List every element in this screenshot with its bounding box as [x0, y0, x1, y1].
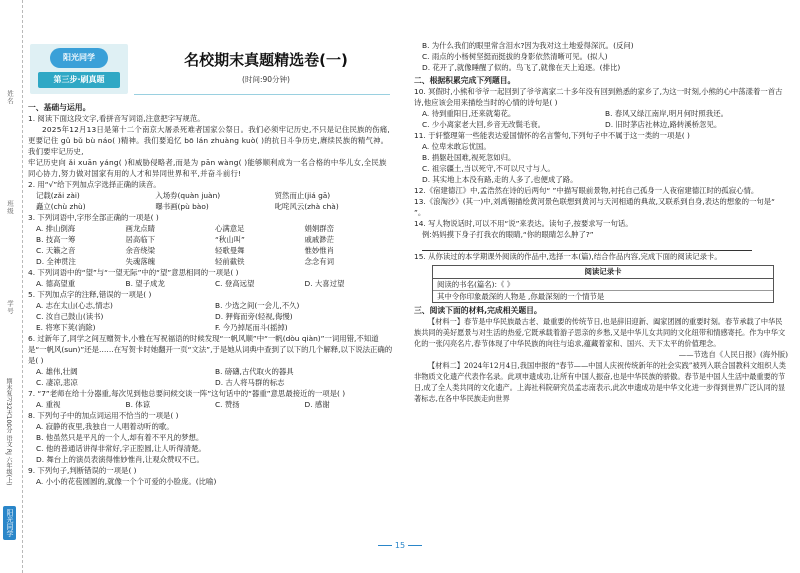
- series-label: 期末复习32天100分 语文 RJ 六年级(上): [5, 378, 12, 486]
- option: C. 天籁之音: [36, 246, 76, 255]
- blank-line: [422, 241, 752, 251]
- question-8: 8. 下列句子中的加点词运用不恰当的一项是( ): [28, 411, 179, 420]
- question-3-options: [28, 223, 394, 267]
- section-heading: 二、根据积累完成下列题目。: [414, 76, 516, 85]
- option: 入场券(quàn juàn): [155, 191, 221, 200]
- left-column: [28, 100, 394, 487]
- option: 失魂落魄: [125, 257, 156, 266]
- question-12: 12.《宿建德江》中,孟浩然在诗的后两句“ ”中描写眼前景物,衬托自己孤身一人夜宿建德江时的孤寂心情。: [414, 186, 759, 195]
- question-6: 6. 过新年了,同学之间互赠贺卡,小雅在写祝福语的时候发现“一帆风顺”中“一帆(dòu qiàn)”一词用错,不知道是“一帆风(sun)”还是……在写贺卡时她翻开一页“文法”,于是她从词典中查到了以下的几个解释,以下说法正确的是( ): [28, 334, 393, 365]
- option: 曝书画(pù bào): [155, 202, 209, 211]
- option: B. 少选之间(一会儿,不久): [215, 301, 300, 310]
- option: C. 他的普通话讲得非常好,字正腔圆,让人听得清楚。: [36, 444, 206, 453]
- option: A. 寂静的夜里,我独自一人唱着动听的歌。: [36, 422, 174, 431]
- brand-logo: 阳光同学: [50, 48, 108, 68]
- option: D. 古人将马群的标志: [215, 378, 285, 387]
- option: “秋山叫”: [215, 235, 245, 244]
- step-badge: 第三步·刷真题: [38, 72, 120, 88]
- option: 记载(zǎi zài): [36, 191, 80, 200]
- question-7: 7. “7”老师在给十分器重,每次见到他总要问候交谈一阵”这句话中的“器重”意思最接近的一项是( ): [28, 389, 346, 398]
- option: A. 重视: [36, 400, 61, 409]
- question-5: 5. 下列加点字的注释,错误的一项是( ): [28, 290, 152, 299]
- question-9-option-d: D. 花开了,就像睡醒了似的。鸟飞了,就像在天上追逐。(排比): [422, 63, 621, 72]
- question-11: 11. 于轩整理第一些能表达爱国情怀的名言警句,下列句子中不属于这一类的一项是( ): [414, 131, 690, 140]
- question-10: 10. 冥假时,小熊和爷爷一起回到了爷爷离家二十多年没有回到熟悉的家乡了,为这一时刻,小熊的心中荡漾着一首古诗,他应该会用来描绘当时的心情的诗句是( ): [414, 87, 783, 107]
- option: B. 望子成龙: [125, 279, 165, 288]
- section-heading: 三、阅读下面的材料,完成相关题目。: [414, 306, 542, 315]
- option: 画龙点睛: [125, 224, 156, 233]
- question-8-options: [28, 421, 394, 465]
- option: A. 位卑未敢忘忧国。: [422, 142, 491, 151]
- option: 叱咤风云(zhà chà): [274, 202, 339, 211]
- question-14-example: 例:妈妈摸下身子打我衣的眼睛,“你的眼睛怎么肿了?”: [422, 230, 594, 239]
- binding-gutter: [0, 0, 23, 573]
- question-6-options: [28, 366, 394, 388]
- option: A. 排山倒海: [36, 224, 76, 233]
- question-3: 3. 下列词语中,字形全部正确的一项是( ): [28, 213, 159, 222]
- material-1-source: ——节选自《人民日报》(海外版): [678, 350, 788, 359]
- option: D. 狎侮而旁(轻视,侮慢): [215, 312, 293, 321]
- option: A. 德高望重: [36, 279, 76, 288]
- section-heading: 一、基础与运用。: [28, 103, 91, 112]
- question-2-options: [28, 190, 394, 212]
- time-limit: (时间:90分钟): [242, 75, 290, 84]
- option: C. 汝自己鼓山(读书): [36, 312, 104, 321]
- question-1-passage: 2025年12月13日是第十二个南京大屠杀死难者国家公祭日。我们必须牢记历史,不只是记住民族的伤痛,更要记住 gǔ bǔ bù náo( )精神。我们要追忆 bō lán zhuàng kuò( )的抗日斗争历史,赓续民族的精气神。我们要牢记历史,: [28, 125, 390, 156]
- option: 娟娟群峦: [304, 224, 335, 233]
- page-title: 名校期末真题精选卷(一): [184, 51, 348, 69]
- question-4: 4. 下列词语中的“望”与“一望无际”中的“望”意思相同的一项是( ): [28, 268, 239, 277]
- material-2: 【材料二】2024年12月4日,我国申报的“春节——中国人庆祝传统新年的社会实践”被列入联合国教科文组织人类非物质文化遗产代表作名录。此项申遗成功,让所有中国人振奋,也是中华民族的骄傲。春节是中国人生活中最重要的节日,成了全人类共同的文化遗产。上海社科院研究员孟志南表示,此次申遗成功是中华文化进一步得到世界广泛认同的显著标志,在各中华民族走向世界: [414, 361, 786, 403]
- option: E. 将寒下荚(消除): [36, 323, 96, 332]
- option: D. 旧时茅店社林边,路转溪桥忽见。: [605, 120, 722, 129]
- question-9-option-a: A. 小小的花苞圆圆的,就像一个个可爱的小脸庞。(比喻): [36, 477, 217, 486]
- question-14: 14. 写人物说话时,可以不用“说”来表达。读句子,按要求写一句话。: [414, 219, 633, 228]
- option: 贸然而止(jiá gā): [274, 191, 331, 200]
- right-column: [414, 40, 788, 404]
- question-9-option-c: C. 雨点的小杨树坚挺而挺拔的身影依然清晰可见。(拟人): [422, 52, 608, 61]
- name-label: 姓名: [6, 90, 14, 105]
- option: B. 体谅: [125, 400, 151, 409]
- question-9: 9. 下列句子,判断错误的一项是( ): [28, 466, 137, 475]
- option: B. 捐躯赴国难,视死忽如归。: [422, 153, 516, 162]
- question-2: 2. 用“√”给下列加点字选择正确的读音。: [28, 180, 161, 189]
- option: 戚戚渺茫: [304, 235, 335, 244]
- option: D. 感谢: [304, 400, 330, 409]
- option: 惟妙惟肖: [304, 246, 335, 255]
- question-4-options: [28, 278, 394, 289]
- option: 余音绕梁: [125, 246, 156, 255]
- option: C. 少小离家老大回,乡音无改鬓毛衰。: [422, 120, 546, 129]
- option: D. 舞台上的演员表演得惟妙惟肖,让观众赞叹不已。: [36, 455, 204, 464]
- option: D. 全神贯注: [36, 257, 76, 266]
- question-1-passage-cont: 牢记历史向 ǎi xuān yáng( )和威胁侵略者,而是为 pān wàng( )能够顺利成为一名合格的中华儿女,全民族同心协力,努力做对国家有用的人才和异同世界和平,并奋斗前行!: [28, 158, 387, 178]
- question-10-options: [414, 108, 788, 130]
- question-11-options: [414, 141, 788, 185]
- option: A. 志在太山(心志,情志): [36, 301, 113, 310]
- option: D. 大喜过望: [304, 279, 345, 288]
- option: 居高临下: [125, 235, 156, 244]
- student-no-label: 学号: [6, 300, 14, 315]
- option: F. 今乃掉尾而斗(摇掉): [215, 323, 288, 332]
- option: B. 他虽然只是平凡的一个人,却有着不平凡的梦想。: [36, 433, 204, 442]
- logo-box: [30, 44, 128, 94]
- reading-record-card: [432, 265, 774, 303]
- option: 轻歌曼舞: [215, 246, 245, 255]
- option: B. 技高一筹: [36, 235, 76, 244]
- option: C. 凄凉,悲凉: [36, 378, 78, 387]
- question-7-options: [28, 399, 394, 410]
- card-row-character: 其中令你印象最深的人物是 ,你最深刻的一个情节是: [437, 292, 605, 301]
- page-number: 15: [370, 540, 430, 551]
- option: 矗立(chù zhù): [36, 202, 86, 211]
- class-label: 班级: [6, 200, 14, 215]
- option: B. 春风又绿江南岸,明月何时照我还。: [605, 109, 728, 118]
- question-1: 1. 阅读下面这段文字,看拼音写词语,注意把字写规范。: [28, 114, 205, 123]
- question-15: 15. 从你读过的本学期课外阅读的作品中,选择一本(篇),结合作品内容,完成下面的阅读记录卡。: [414, 252, 722, 261]
- card-row-book: 阅读的书名(篇名):《 》: [433, 279, 773, 291]
- material-1: 【材料一】春节是中华民族最古老、最重要的传统节日,也是辞旧迎新、阖家团圆的重要时刻。春节承载了中华民族共同的美好愿景与对生活的热爱,它既承载着游子思亲的乡愁,又是中华儿女共同的文化纽带和情感寄托。作为中华文化的一张闪亮名片,春节体现了中华民族的向往与追求,蕴藏着家和、国兴、天下太平的价值理念。: [414, 317, 786, 348]
- question-13: 13.《浪淘沙》(其一)中,刘禹锡描绘黄河景色联想到黄河与天河相通的典故,又联系到自身,表达的想象的一句是“ ”。: [414, 197, 775, 217]
- option: A. 雄伟,壮阔: [36, 367, 78, 376]
- option: C. 登高远望: [215, 279, 255, 288]
- option: A. 待到重阳日,还来就菊花。: [422, 109, 516, 118]
- option: B. 磅礴,古代取火的器具: [215, 367, 294, 376]
- question-5-options: [28, 300, 394, 333]
- answer-line: [414, 240, 788, 251]
- brand-vertical: 阳光同学: [3, 506, 16, 540]
- option: C. 祖宗疆土,当以死守,不可以尺寸与人。: [422, 164, 555, 173]
- exam-header: [30, 44, 390, 96]
- option: C. 赞扬: [215, 400, 240, 409]
- option: 心满意足: [215, 224, 245, 233]
- option: 念念有词: [304, 257, 335, 266]
- question-9-option-b: B. 为什么我们的眼里常含泪水?因为我对这土地爱得深沉。(反问): [422, 41, 634, 50]
- option: D. 其实地上本没有路,走的人多了,也便成了路。: [422, 175, 578, 184]
- card-title: 阅读记录卡: [433, 266, 773, 279]
- option: 轻前截铁: [215, 257, 245, 266]
